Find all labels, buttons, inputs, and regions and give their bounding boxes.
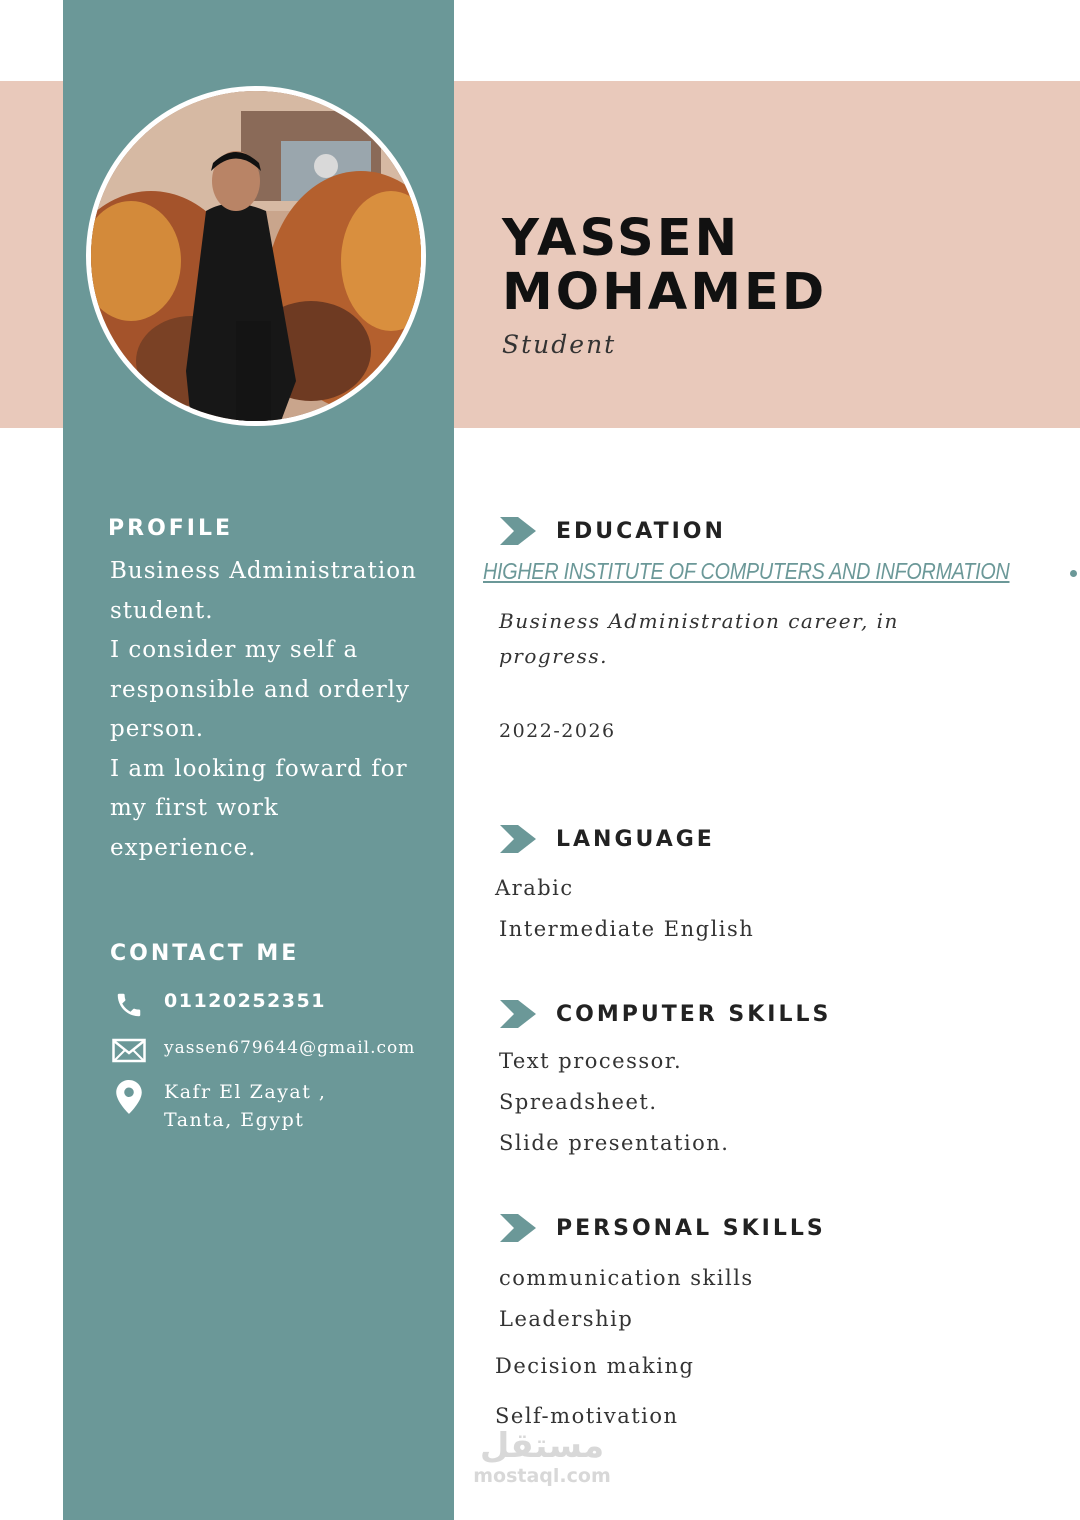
email-address[interactable]: yassen679644@gmail.com	[164, 1038, 416, 1058]
language-heading: LANGUAGE	[556, 826, 715, 852]
language-item: Arabic	[495, 876, 574, 900]
chevron-right-icon	[500, 1000, 536, 1028]
language-item: Intermediate English	[499, 917, 755, 941]
language-header	[500, 825, 715, 853]
computer-skill-item: Text processor.	[499, 1049, 683, 1073]
first-name: YASSEN	[502, 209, 741, 268]
profile-line: responsible and orderly	[110, 676, 411, 703]
last-name: MOHAMED	[502, 263, 828, 322]
profile-line: my first work	[110, 795, 279, 821]
personal-skills-header	[500, 1214, 826, 1242]
chevron-right-icon	[500, 825, 536, 853]
postal-address	[164, 1078, 326, 1134]
phone-number[interactable]: 01120252351	[164, 990, 326, 1012]
computer-skill-item: Slide presentation.	[499, 1131, 730, 1155]
mostaql-watermark	[472, 1426, 612, 1486]
education-years: 2022-2026	[499, 720, 616, 742]
address-line-2: Tanta, Egypt	[164, 1109, 305, 1131]
profile-line: I consider my self a	[110, 637, 359, 663]
job-title: Student	[502, 330, 617, 359]
computer-skills-header	[500, 1000, 832, 1028]
watermark-latin: mostaql.com	[473, 1465, 611, 1487]
contact-address-row	[112, 1080, 327, 1131]
location-pin-icon	[112, 1080, 146, 1114]
chevron-right-icon	[500, 517, 536, 545]
envelope-icon	[112, 1034, 146, 1068]
address-line-1: Kafr El Zayat ,	[164, 1081, 327, 1103]
personal-skill-item: Self-motivation	[495, 1404, 679, 1428]
profile-line: person.	[110, 716, 205, 742]
education-description: Business Administration career, in progress.	[499, 609, 899, 668]
contact-heading: CONTACT ME	[110, 941, 300, 966]
contact-email-row	[112, 1034, 416, 1068]
profile-line: Business Administration	[110, 558, 417, 584]
institute-link[interactable]: HIGHER INSTITUTE OF COMPUTERS AND INFORMATION	[483, 558, 1010, 584]
education-header	[500, 517, 726, 545]
watermark-arabic: مستقل	[479, 1426, 605, 1466]
personal-skill-item: Leadership	[499, 1307, 634, 1331]
personal-skills-heading: PERSONAL SKILLS	[556, 1215, 826, 1241]
computer-skill-item: Spreadsheet.	[499, 1090, 658, 1114]
personal-skill-item: Decision making	[495, 1354, 695, 1378]
computer-skills-heading: COMPUTER SKILLS	[556, 1001, 832, 1027]
profile-summary	[110, 552, 440, 868]
personal-skill-item: communication skills	[499, 1266, 754, 1290]
phone-icon	[112, 988, 146, 1022]
profile-line: experience.	[110, 834, 257, 861]
chevron-right-icon	[500, 1214, 536, 1242]
bullet-dot	[1070, 570, 1077, 577]
profile-photo	[86, 86, 426, 426]
profile-line: student.	[110, 597, 214, 624]
education-heading: EDUCATION	[556, 518, 726, 544]
full-name	[502, 209, 828, 322]
profile-line: I am looking foward for	[110, 755, 408, 782]
contact-phone-row	[112, 988, 326, 1022]
profile-heading: PROFILE	[108, 516, 234, 541]
